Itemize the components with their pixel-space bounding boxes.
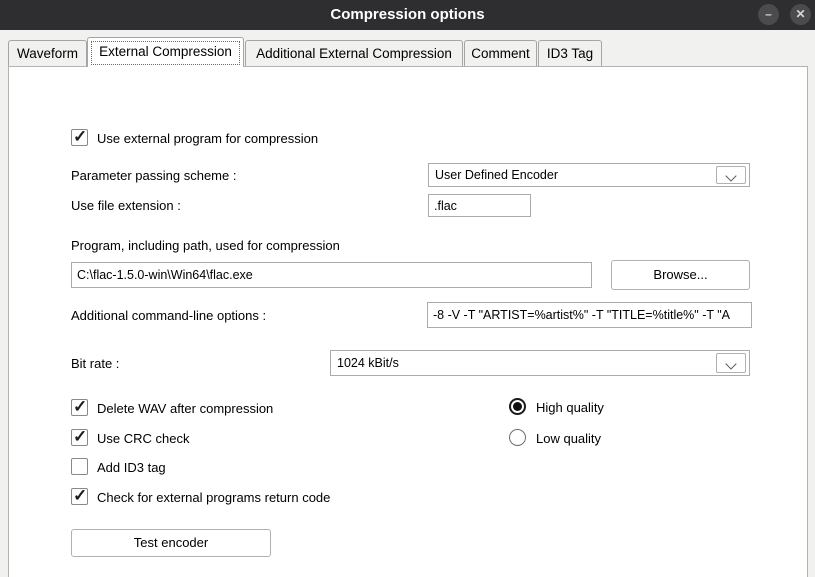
chevron-down-icon (725, 358, 736, 369)
parameter-passing-label: Parameter passing scheme : (71, 168, 237, 183)
add-id3-tag-checkbox[interactable] (71, 458, 88, 475)
parameter-passing-value: User Defined Encoder (435, 168, 558, 182)
return-code-checkbox[interactable] (71, 488, 88, 505)
titlebar (0, 0, 815, 30)
bitrate-value: 1024 kBit/s (337, 356, 399, 370)
tab-additional-external-compression[interactable]: Additional External Compression (245, 40, 463, 67)
tab-id3-tag[interactable]: ID3 Tag (538, 40, 602, 67)
tab-waveform[interactable]: Waveform (8, 40, 87, 67)
bitrate-combobox[interactable] (330, 350, 750, 376)
browse-button[interactable]: Browse... (611, 260, 750, 290)
add-id3-tag-label: Add ID3 tag (97, 460, 166, 475)
low-quality-label: Low quality (536, 431, 602, 446)
program-path-label: Program, including path, used for compression (71, 238, 340, 253)
parameter-passing-dropdown-button[interactable] (716, 166, 746, 184)
tab-external-compression[interactable]: External Compression (87, 37, 244, 67)
crc-check-label: Use CRC check (97, 431, 190, 446)
minimize-icon: – (765, 7, 772, 21)
minimize-button[interactable] (758, 4, 779, 25)
return-code-label: Check for external programs return code (97, 490, 331, 505)
high-quality-radio[interactable] (509, 398, 526, 415)
chevron-down-icon (725, 170, 736, 181)
program-path-input[interactable] (71, 262, 592, 288)
test-encoder-button[interactable]: Test encoder (71, 529, 271, 557)
file-extension-input[interactable] (428, 194, 531, 217)
use-external-program-label: Use external program for compression (97, 131, 319, 146)
delete-wav-checkbox[interactable] (71, 399, 88, 416)
use-external-program-checkbox[interactable] (71, 129, 88, 146)
high-quality-label: High quality (536, 400, 604, 415)
tab-comment[interactable]: Comment (464, 40, 537, 67)
cmdline-options-input[interactable] (427, 302, 752, 328)
bitrate-label: Bit rate : (71, 356, 120, 371)
parameter-passing-combobox[interactable] (428, 163, 750, 187)
crc-check-checkbox[interactable] (71, 429, 88, 446)
delete-wav-label: Delete WAV after compression (97, 401, 274, 416)
close-button[interactable] (790, 4, 811, 25)
close-icon: ✕ (795, 7, 806, 21)
file-extension-label: Use file extension : (71, 198, 181, 213)
window-title: Compression options (330, 6, 485, 23)
cmdline-options-label: Additional command-line options : (71, 308, 267, 323)
low-quality-radio[interactable] (509, 429, 526, 446)
bitrate-dropdown-button[interactable] (716, 353, 746, 373)
